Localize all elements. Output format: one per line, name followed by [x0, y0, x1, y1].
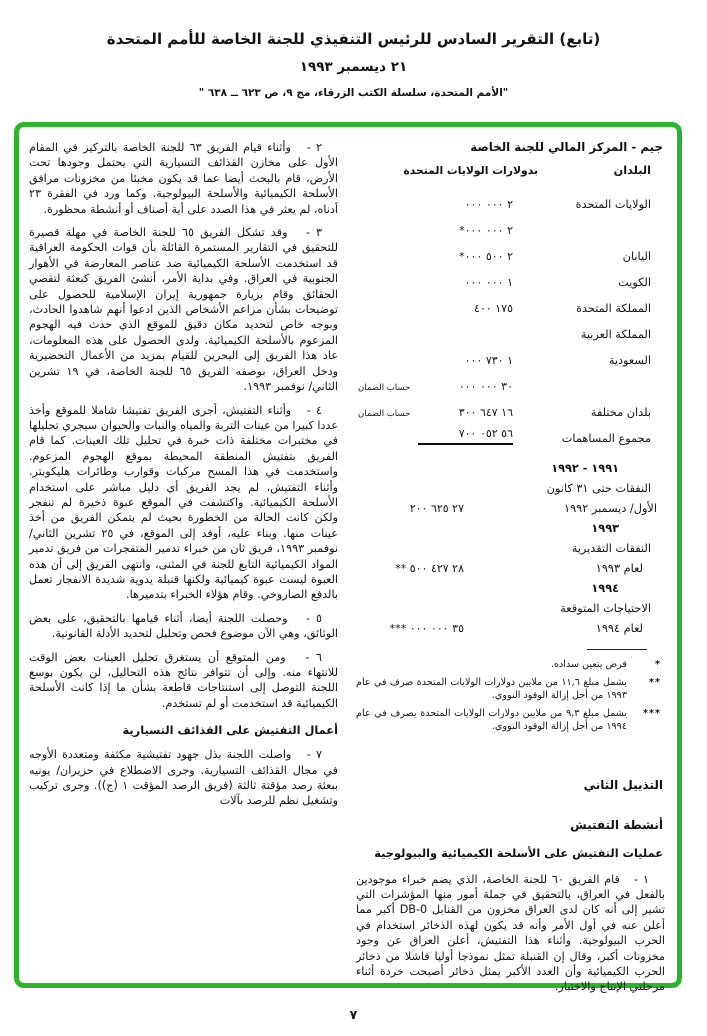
row-label: مجموع المساهمات	[561, 432, 651, 445]
page-number: ٧	[349, 1007, 358, 1022]
row-value: ١ ٧٣٠ ٠٠٠	[464, 354, 513, 367]
table-row	[356, 535, 665, 555]
row-value: ** ٢٨ ٤٢٧ ٥٠٠	[395, 562, 464, 575]
row-label: ١٩٩٤	[591, 582, 619, 595]
table-row	[356, 495, 665, 515]
row-label: الكويت	[618, 276, 651, 289]
row-label: لعام ١٩٩٤	[595, 622, 643, 635]
footnote-text: يشمل مبلغ ١١,٦ من ملايين دولارات الولايات المتحدة صرف في عام ١٩٩٣ من أجل إزالة الوقود النووي.	[356, 676, 627, 701]
column-header-currency: بدولارات الولايات المتحدة	[403, 164, 538, 177]
row-label: الاحتياجات المتوقعة	[560, 602, 651, 615]
row-label: المملكة العربية	[580, 328, 651, 341]
table-row	[356, 515, 665, 535]
footnote-marker: *	[654, 659, 661, 670]
row-label: النفقات حتى ٣١ كانون	[546, 482, 651, 495]
footnote	[356, 658, 665, 672]
inspection-section-heading: عمليات التفتيش على الأسلحة الكيميائية والبيولوجية	[374, 845, 663, 860]
table-row	[356, 555, 665, 575]
row-value: *٢ ٥٠٠ ٠٠٠	[459, 250, 513, 263]
table-row	[356, 475, 665, 495]
table-row	[356, 237, 665, 263]
paragraph-4: ٤ - وأثناء التفتيش، أجرى الفريق تفتيشا شاملا للموقع وأخذ عددا كبيرا من عينات التربة والمياه والنبات والحيوان سيجري تحليلها في مختبرات مختلفة ذات خبرة في تحليل تلك العينات. كما قام الفريق بتفتيش المنطقة المحيطة بموقع الهجوم المزعوم. واستخدمت في هذا المسح مركبات وقوارب وطائرات هليكوبتر. وأثناء التفتيش، لم يجد الفريق أي دليل مباشر على استخدام الأسلحة الكيميائية. واكتشفت في الموقع عبوة ذخيرة لم تنفجر ولكن كانت الحالة من الخطورة بحيث لم يتمكن الفريق من أخذ عينات منها. وبناء عليه، أوفد إلى الموقع، في ٢٥ تشرين الثاني/ نوفمبر ١٩٩٣، فريق ثان من خبراء تدمير المتفجرات من فريق تدمير المواد الكيميائية التابع للجنة في المثنى، وانتهى الفريق إلى أن هذه العبوة ليست عبوة كيميائية ولكنها قنبلة يدوية شديدة الانفجار تعمل بالدفع الصاروخي. وقام هؤلاء الخبراء بتدميرها.	[29, 403, 338, 602]
row-label: المملكة المتحدة	[576, 302, 651, 315]
appendix-title: التذييل الثاني	[583, 777, 663, 792]
row-note: حساب الضمان	[358, 383, 411, 393]
missiles-inspection-heading: أعمال التفتيش على القذائف التسيارية	[122, 723, 338, 738]
footnote	[356, 707, 665, 734]
report-date: ٢١ ديسمبر ١٩٩٣	[299, 59, 408, 75]
contributions-table	[356, 164, 665, 635]
financial-column	[356, 138, 665, 994]
content-frame	[14, 122, 682, 994]
table-row	[356, 575, 665, 595]
paragraph-2: ٢ - وأثناء قيام الفريق ٦٣ للجنة الخاصة بالتركيز في المقام الأول على مخازن القذائف التسيارية التي يحتمل وجودها تحت الأرض، قام بالبحث أيضا عما قد يكون مخبئا من مخزونات مرافق الأسلحة الكيميائية والأسلحة البيولوجية. وكما ورد في الفقرة ٢٣ أدناه، لم يعثر في هذا الصدد على أية أصناف أو أنشطة محظورة.	[29, 141, 338, 216]
table-row	[356, 393, 665, 419]
report-title: (تابع) التقرير السادس للرئيس التنفيذي للجنة الخاصة للأمم المتحدة	[106, 30, 601, 48]
footnote-text: قرض يتعين سداده.	[550, 659, 627, 670]
row-label: السعودية	[608, 354, 651, 367]
table-row	[356, 315, 665, 341]
row-label: النفقات التقديرية	[571, 542, 651, 555]
row-label: لعام ١٩٩٣	[595, 562, 643, 575]
row-value: ٢٧ ٦٢٥ ٢٠٠	[409, 502, 464, 515]
row-label: الأول/ ديسمبر ١٩٩٢	[564, 502, 657, 515]
footnote-separator	[587, 649, 647, 650]
table-row	[356, 211, 665, 237]
paragraph-3: ٣ - وقد تشكل الفريق ٦٥ للجنة الخاصة في مهلة قصيرة للتحقيق في التقارير المستمرة القائلة بأن قوات الحكومة العراقية قد استخدمت الأسلحة الكيميائية ضد عناصر المعارضة في الأهوار الجنوبية في العراق. وفي بداية الأمر، أنشئ الفريق كبعثة لتقصي الحقائق وقام بزيارة جمهورية إيران الإسلامية للحصول على توضيحات بشأن مزاعم الأشخاص الذين ادعوا أنهم شاهدوا الحادث، وبوجه خاص لتحديد مكان دقيق للموقع الذي حدث فيه الهجوم المزعوم بالأسلحة الكيميائية. ولدى الحصول على هذه المعلومات، عاد هذا الفريق إلى البحرين للقيام بمزيد من الأعمال التحضيرية ودخل العراق، بوصفه الفريق ٦٥ للجنة الخاصة، في ١٩ تشرين الثاني/ نوفمبر ١٩٩٣.	[29, 226, 338, 394]
table-row	[356, 341, 665, 367]
row-value: ١٧٥ ٤٠٠	[474, 302, 513, 315]
row-value: ٥٦ ٠٥٢ ٧٠٠	[418, 427, 513, 445]
row-label: ١٩٩١ - ١٩٩٢	[551, 462, 619, 475]
table-row-total	[356, 419, 665, 445]
paragraph-5: ٥ - وحصلت اللجنة أيضا، أثناء قيامها بالتحقيق، على بعض الوثائق، وهي الآن موضوع فحص وتحليل لتحديد الأدلة القانونية.	[29, 611, 338, 641]
paragraph-6: ٦ - ومن المتوقع أن يستغرق تحليل العينات بعض الوقت للانتهاء منه. وإلى أن تتوافر نتائج هذه التحاليل، لن يكون بوسع اللجنة التوصل إلى استنتاجات قاطعة بشأن ما إذا كانت الأسلحة الكيميائية قد استخدمت أو لم تستخدم.	[29, 650, 338, 710]
footnote	[356, 676, 665, 703]
report-citation: "الأمم المتحدة، سلسلة الكتب الزرقاء، مج ٩، ص ٦٢٣ ــ ٦٣٨ "	[198, 87, 509, 99]
table-row	[356, 263, 665, 289]
table-row	[356, 595, 665, 615]
table-row	[356, 367, 665, 393]
report-header	[0, 0, 707, 99]
footnote-text: يشمل مبلغ ٩,٣ من ملايين دولارات الولايات المتحدة يصرف في عام ١٩٩٤ من أجل إزالة الوقود النووي.	[356, 707, 627, 732]
table-header-row	[356, 164, 665, 177]
column-header-countries: البلدان	[613, 164, 651, 177]
row-label: الولايات المتحدة	[575, 198, 651, 211]
table-row	[356, 185, 665, 211]
row-value: ٢ ٠٠٠ ٠٠٠	[464, 198, 513, 211]
row-note: حساب الضمان	[358, 409, 411, 419]
appendix-subtitle: أنشطة التفتيش	[570, 817, 663, 832]
paragraph-7: ٧ - واصلت اللجنة بذل جهود تفتيشية مكثفة ومتعددة الأوجه في مجال القذائف التسيارية. وجرى الاضطلاع في حزيران/ يونيه ببعثة رصد مؤقتة ثالثة (فريق الرصد المؤقت ١ (ج)). وجرى تركيب وتشغيل نظم للرصد بآلات	[29, 748, 339, 808]
text-column	[29, 138, 338, 975]
row-value: *** ٣٥ ٠٠٠ ٠٠٠	[389, 622, 464, 635]
row-label: اليابان	[622, 250, 651, 263]
table-row	[356, 455, 665, 475]
row-label: ١٩٩٣	[591, 522, 619, 535]
paragraph-1: ١ - قام الفريق ٦٠ للجنة الخاصة، الذي يضم خبراء موجودين بالفعل في العراق، بالتحقيق في جملة أمور منها المؤشرات التي تشير إلى أنه كان لدى العراق مخزون من القنابل DB-0 أكبر مما أعلن عنه في أول الأمر وأنه قد يكون لهذه الذخائر استخدام في الحرب البيولوجية. وأثناء هذا التفتيش، أعلن العراق عن وجود مخزونات أكبر، وقال إن القنبلة تمثل نموذجا أوليا فاشلا من ذخائر الحرب الكيميائية وأن العدد الأكبر يمثل ذخائر أصبحت خردة أثناء مرحلتي الإنتاج والاختبار.	[356, 872, 665, 994]
row-value: ١ ٠٠٠ ٠٠٠	[464, 276, 513, 289]
footnote-marker: ***	[642, 707, 661, 719]
table-row	[356, 615, 665, 635]
row-label: بلدان مختلفة	[590, 406, 651, 419]
table-row	[356, 289, 665, 315]
row-value: ١٦ ٦٤٧ ٣٠٠	[458, 406, 513, 419]
row-value: *٢ ٠٠٠ ٠٠٠	[459, 224, 513, 237]
row-value: ٣٠ ٠٠٠ ٠٠٠	[458, 380, 513, 393]
financial-heading: جيم - المركز المالي للجنة الخاصة	[470, 140, 663, 154]
footnote-marker: **	[648, 676, 661, 688]
